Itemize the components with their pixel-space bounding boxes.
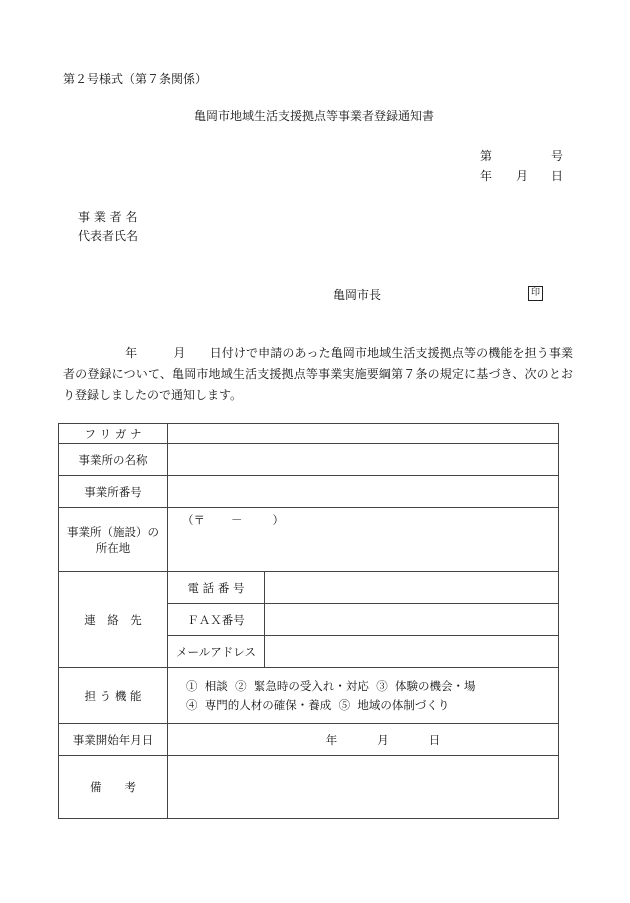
document-title: 亀岡市地域生活支援拠点等事業者登録通知書 [194,109,435,123]
remarks-value[interactable] [168,756,559,819]
form-number: 第２号様式（第７条関係） [63,72,208,86]
doc-date-month: 月 [516,169,529,183]
functions-value [168,668,559,724]
start-year: 年 [325,732,338,747]
doc-number-go: 号 [551,149,564,163]
office-number-label: 事業所番号 [59,476,168,508]
table-row [59,476,559,508]
postal-dash: － [231,513,243,527]
office-name-label: 事業所の名称 [59,444,168,476]
location-value[interactable] [168,508,559,572]
location-label [59,508,168,572]
representative-name-label: 代表者氏名 [78,229,139,243]
contact-label: 連 絡 先 [59,572,168,668]
email-label: メールアドレス [168,636,265,668]
business-name-label: 事 業 者 名 [78,210,138,224]
start-date-value[interactable] [168,724,559,756]
phone-label: 電 話 番 号 [168,572,265,604]
fax-label: ＦＡＸ番号 [168,604,265,636]
start-date-label: 事業開始年月日 [59,724,168,756]
remarks-label: 備 考 [59,756,168,819]
doc-date-day: 日 [551,169,564,183]
table-row [59,508,559,572]
table-row [59,572,559,604]
start-month: 月 [377,732,389,747]
table-row [59,668,559,724]
table-row [59,756,559,819]
furigana-label: フ リ ガ ナ [59,424,168,444]
email-value[interactable] [265,636,559,668]
location-label-line1: 事業所（施設）の [67,524,159,539]
functions-label: 担 う 機 能 [59,668,168,724]
issuer-name: 亀岡市長 [333,288,382,302]
seal-mark: 印 [528,286,543,301]
body-text: 日付けで申請のあった亀岡市地域生活支援拠点等の機能を担う事業者の登録について、亀岡市地域生活支援拠点等事業実施要綱第７条の規定に基づき、次のとおり登録しましたので通知します。 [63,346,573,402]
registration-table [58,423,559,819]
office-name-value[interactable] [168,444,559,476]
functions-line1: ① 相談 ② 緊急時の受入れ・対応 ③ 体験の機会・場 [186,678,476,693]
table-row [59,444,559,476]
table-row [59,424,559,444]
notice-paragraph [63,343,573,406]
start-day: 日 [428,732,441,747]
fax-value[interactable] [265,604,559,636]
location-label-line2: 所在地 [95,540,131,555]
body-month: 月 [173,346,186,360]
table-row [59,724,559,756]
postal-open: （〒 [182,513,205,527]
doc-number-dai: 第 [480,149,493,163]
office-number-value[interactable] [168,476,559,508]
functions-line2: ④ 専門的人材の確保・養成 ⑤ 地域の体制づくり [186,697,450,712]
doc-date-year: 年 [480,169,493,183]
postal-close: ） [272,513,284,527]
body-year: 年 [125,346,138,360]
phone-value[interactable] [265,572,559,604]
furigana-value[interactable] [168,424,559,444]
